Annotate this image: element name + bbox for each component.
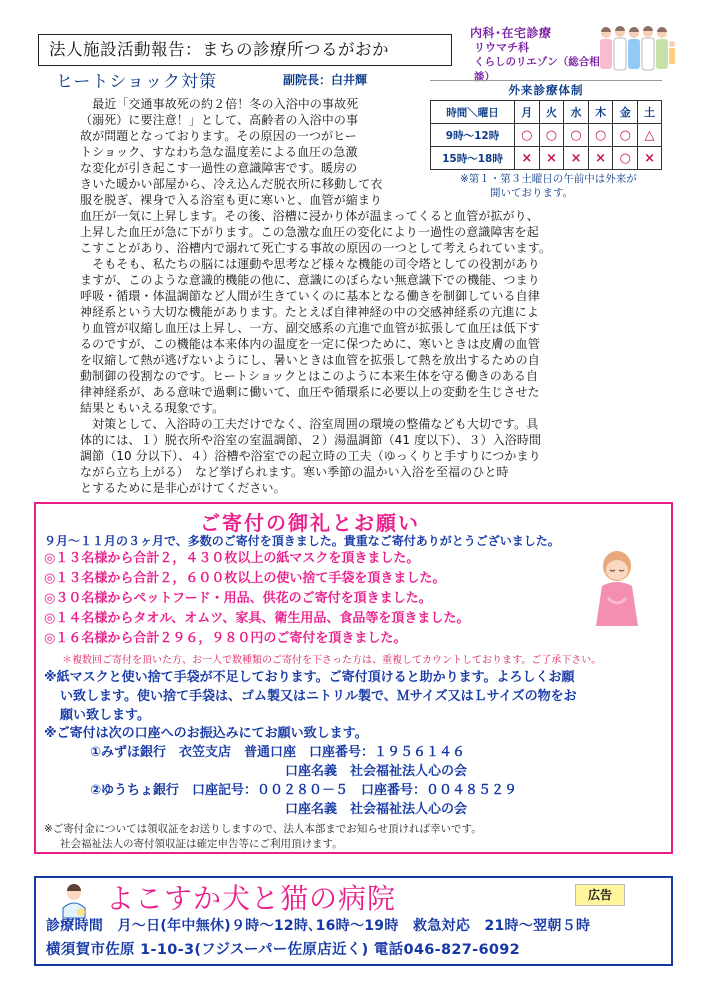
schedule-header-row — [431, 101, 662, 124]
article-line: 律神経系が、ある意味で過剰に働いて、血圧や循環系に必要以上の変動を生じさせた — [80, 385, 540, 399]
clinic-departments — [470, 26, 600, 84]
schedule-day: 土 — [638, 101, 662, 124]
schedule-mark: ○ — [539, 124, 564, 147]
article-line: 調節（10 分以下）、４）浴槽や浴室での起立時の工夫（ゆっくりと手すりにつかまり — [80, 449, 541, 463]
schedule-day: 金 — [613, 101, 638, 124]
department-internal-medicine: 内科･在宅診療 — [470, 26, 552, 40]
receipt-note: 社会福祉法人の寄付領収証は確定申告等にご利用頂けます。 — [60, 838, 343, 850]
donation-item: ◎１４名様からタオル、オムツ、家具、衛生用品、食品等を頂きました。 — [44, 611, 470, 626]
schedule-mark: × — [515, 147, 540, 170]
article-title: ヒートショック対策 — [56, 72, 217, 92]
schedule-title: 外来診療体制 — [430, 80, 662, 99]
animal-hospital-name: よこすか犬と猫の病院 — [106, 882, 397, 915]
article-line: とするために是非心がけてください。 — [80, 481, 286, 495]
article-line: 動制御の役割なのです。ヒートショックとはこのように本来生体を守る働きのある自 — [80, 369, 539, 383]
article-line: り血管が収縮し血圧は上昇し、一方、副交感系の亢進で血管が拡張して血圧は低下す — [80, 321, 540, 335]
article-line: 対策として、入浴時の工夫だけでなく、浴室周囲の環境の整備なども大切です。具 — [80, 417, 539, 431]
bank-account-mizuho: ①みずほ銀行 衣笠支店 普通口座 口座番号：１９５６１４６ — [90, 745, 466, 760]
donation-transfer-intro: ※ご寄付は次の口座へのお振込みにてお願い致します。 — [44, 726, 368, 741]
schedule-time-label: 9時～12時 — [431, 124, 515, 147]
staff-illustration — [596, 24, 676, 78]
article-line: るのですが、この機能は本来体内の温度を一定に保つために、寒いときは皮膚の血管 — [80, 337, 540, 351]
donation-item: ◎１３名様から合計２，６００枚以上の使い捨て手袋を頂きました。 — [44, 571, 446, 586]
article-line: そもそも、私たちの脳には運動や思考など様々な機能の司令塔としての役割があり — [80, 257, 540, 271]
article-line: を収縮して熱が逃げないようにし、暑いときは血管を拡張して熱を放出するための自 — [80, 353, 540, 367]
article-line: こすことがあり、浴槽内で溺れて死亡する事故の原因の一つとして考えられています。 — [80, 241, 551, 255]
schedule-mark: × — [638, 147, 662, 170]
schedule-row-morning — [431, 124, 662, 147]
newsletter-title: 法人施設活動報告：まちの診療所つるがおか — [38, 34, 452, 66]
hospital-hours: 診療時間 月～日(年中無休)９時～12時､16時～19時 救急対応 21時～翌朝５時 — [46, 918, 591, 934]
donation-item: ◎３０名様からペットフード・用品、供花のご寄付を頂きました。 — [44, 591, 432, 606]
schedule-note-line: 開いております。 — [490, 187, 574, 199]
schedule-note — [460, 172, 672, 200]
schedule-mark: △ — [638, 124, 662, 147]
schedule-mark: ○ — [515, 124, 540, 147]
schedule-day: 月 — [515, 101, 540, 124]
donation-title: ご寄付の御礼とお願い — [200, 511, 420, 535]
schedule-table — [430, 100, 662, 170]
donation-item: ◎１３名様から合計２，４３０枚以上の紙マスクを頂きました。 — [44, 551, 420, 566]
article-line: 体的には、１）脱衣所や浴室の室温調節、２）湯温調節（41 度以下）、３）入浴時間 — [80, 433, 542, 447]
article-line: ますが、このような意識的機能の他に、意識にのぼらない無意識下での機能、つまり — [80, 273, 540, 287]
donation-request-line: ※紙マスクと使い捨て手袋が不足しております。ご寄付頂けると助かります。よろしくお願 — [44, 670, 575, 685]
article-line: 神経系という大切な機能があります。たとえば自律神経の中の交感神経系の亢進によ — [80, 305, 539, 319]
bank-account-holder: 口座名義 社会福祉法人心の会 — [285, 802, 468, 817]
schedule-day: 木 — [588, 101, 613, 124]
schedule-mark: × — [539, 147, 564, 170]
donation-footnote: ＊複数回ご寄付を頂いた方、お一人で数種類のご寄付を下さった方は、重複してカウントしております。ご了承下さい。 — [62, 655, 602, 666]
donation-request-line: 願い致します。 — [60, 708, 150, 723]
article-line: 呼吸・循環・体温調節など人間が生きていくのに基本となる働きを制御している自律 — [80, 289, 540, 303]
schedule-mark: ○ — [613, 124, 638, 147]
article-author: 副院長：白井輝 — [283, 73, 368, 87]
article-line: 故が問題となっております。その原因の一つがヒー — [80, 129, 357, 143]
schedule-mark: ○ — [588, 124, 613, 147]
article-line: 結果ともいえる現象です。 — [80, 401, 225, 415]
bowing-woman-illustration — [588, 548, 646, 630]
article-line: トショック、すなわち急な温度差による血圧の急激 — [80, 145, 358, 159]
hospital-address: 横須賀市佐原 1-10-3(フジスーパー佐原店近く) 電話046-827-6092 — [46, 942, 521, 958]
donation-request-line: い致します。使い捨て手袋は、ゴム製又はニトリル製で、Ｍサイズ又はＬサイズの物をお — [60, 689, 577, 704]
schedule-corner-label: 時間＼曜日 — [431, 101, 515, 124]
schedule-mark: ○ — [564, 124, 589, 147]
article-line: きいた暖かい部屋から、冷え込んだ脱衣所に移動して衣 — [80, 177, 383, 191]
article-line: 服を脱ぎ、裸身で入る浴室も更に寒いと、血管が縮まり — [80, 193, 383, 207]
article-line: な変化が引き起こす一過性の意識障害です。暖房の — [80, 161, 358, 175]
schedule-day: 水 — [564, 101, 589, 124]
article-line: 上昇した血圧が急に下がります。この急激な血圧の変化により一過性の意識障害を起 — [80, 225, 539, 239]
donation-intro: ９月～１１月の３ヶ月で、多数のご寄付を頂きました。貴重なご寄付ありがとうございました。 — [44, 534, 560, 548]
schedule-day: 火 — [539, 101, 564, 124]
schedule-mark: ○ — [613, 147, 638, 170]
schedule-note-line: ※第１・第３土曜日の午前中は外来が — [460, 173, 637, 185]
schedule-time-label: 15時～18時 — [431, 147, 515, 170]
schedule-mark: × — [588, 147, 613, 170]
donation-item: ◎１６名様から合計２９６，９８０円のご寄付を頂きました。 — [44, 631, 407, 646]
schedule-mark: × — [564, 147, 589, 170]
bank-account-yucho: ②ゆうちょ銀行 口座記号：００２８０－５ 口座番号：００４８５２９ — [90, 783, 518, 798]
bank-account-holder: 口座名義 社会福祉法人心の会 — [285, 764, 468, 779]
receipt-note: ※ご寄付金については領収証をお送りしますので、法人本部までお知らせ頂ければ幸いです。 — [44, 823, 482, 835]
article-line: 最近「交通事故死の約２倍！冬の入浴中の事故死 — [80, 97, 359, 111]
article-line: （溺死）に要注意！」として、高齢者の入浴中の事 — [80, 113, 359, 127]
department-rheumatology: リウマチ科 — [474, 40, 529, 54]
ad-label: 広告 — [575, 884, 625, 906]
department-liaison: くらしのリエゾン（総合相談） — [474, 56, 600, 83]
article-line: ながら立ち上がる） など挙げられます。寒い季節の温かい入浴を至福のひと時 — [80, 465, 509, 479]
schedule-row-afternoon — [431, 147, 662, 170]
article-line: 血圧が一気に上昇します。その後、浴槽に浸かり体が温まってくると血管が拡がり、 — [80, 209, 539, 223]
